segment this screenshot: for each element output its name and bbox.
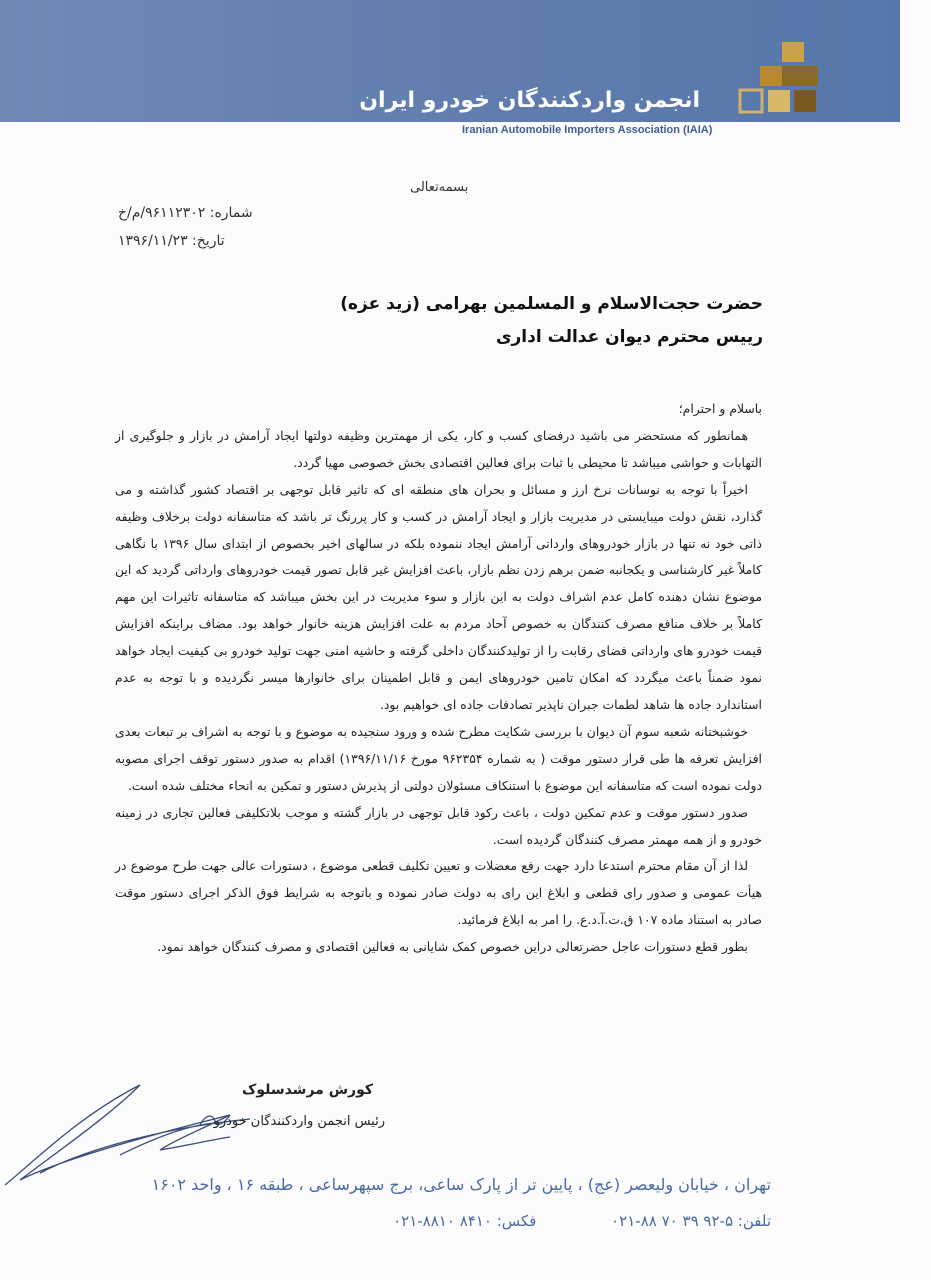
- iaia-logo-icon: [738, 40, 822, 116]
- body-paragraph: بطور قطع دستورات عاجل حضرتعالی دراین خصوص کمک شایانی به فعالین اقتصادی و مصرف کنندگان خواهد نمود.: [157, 939, 748, 955]
- footer-phone: تلفن: ۵-۹۲ ۳۹ ۷۰ ۸۸-۰۲۱: [611, 1212, 771, 1230]
- org-name-english: Iranian Automobile Importers Association (IAIA): [462, 124, 713, 136]
- basmala: بسمه‌تعالی: [410, 180, 469, 195]
- greeting: باسلام و احترام؛: [678, 401, 762, 416]
- footer-fax: فکس: ۸۴۱۰ ۸۸۱۰-۰۲۱: [393, 1212, 537, 1230]
- recipient-line-2: رییس محترم دیوان عدالت اداری: [495, 327, 763, 347]
- footer-address: تهران ، خیابان ولیعصر (عج) ، پایین تر از پارک ساعی، برج سپهرساعی ، طبقه ۱۶ ، واحد ۱۶۰۲: [151, 1175, 771, 1194]
- body-paragraph: اخیراً با توجه به نوسانات نرخ ارز و مسائل و بحران های منطقه ای که تاثیر قابل توجهی بر اقتصاد کشور گذاشته و می گذارد، نقش دولت میبایستی در مدیریت بازار و ایجاد آرامش در کسب و کار پررنگ تر باشد که متاسفانه دولت برخلاف وظیفه ذاتی خود نه تنها در بازار خودروهای وارداتی آرامش ایجاد ننموده بلکه در سالهای اخیر بخصوص از ابتدای سال ۱۳۹۶ با نگاهی کاملاً غیر کارشناسی و یکجانبه ضمن برهم زدن نظم بازار، باعث افزایش غیر قابل تصور قیمت خودروهای وارداتی گردید که این موضوع نشان دهنده کامل عدم اشراف دولت به این بازار و سوء مدیریت در این بخش میباشد که متاسفانه تاثیرات این مهم کاملاً بر خلاف منافع مصرف کنندگان به خصوص آحاد مردم به علت افزایش هزینه خانوار خواهد بود. مضاف براینکه افزایش قیمت خودرو های وارداتی فضای رقابت را از تولیدکنندگان داخلی گرفته و حاشیه امنی جهت تولید خودرو بی کیفیت ایجاد خواهد نمود ضمناً باعث میگردد که امکان تامین خودروهای ایمن و قابل اطمینان برای خانوارها میسر نگردیده و با توجه به عدم استاندارد جاده ها شاهد لطمات جبران ناپذیر تصادفات جاده ای خواهیم بود.: [115, 481, 762, 712]
- letter-date: تاریخ: ۱۳۹۶/۱۱/۲۳: [118, 233, 225, 249]
- signer-title: رئیس انجمن واردکنندگان خودرو: [213, 1114, 385, 1129]
- body-paragraph: صدور دستور موقت و عدم تمکین دولت ، باعث رکود قابل توجهی در بازار گشته و موجب بلاتکلیفی فعالین تجاری در زمینه خودرو و از همه مهمتر مصرف کنندگان گردیده است.: [115, 804, 762, 847]
- body-paragraph: لذا از آن مقام محترم استدعا دارد جهت رفع معضلات و تعیین تکلیف قطعی موضوع ، دستورات عالی جهت طرح موضوع در هیأت عمومی و صدور رای قطعی و ابلاغ این رای به دولت صادر نموده و باتوجه به شرایط فوق الذکر اجرای دستور موقت صادر به استناد ماده ۱۰۷ ق.ت.آ.د.ع. را امر به ابلاغ فرمائید.: [115, 858, 762, 928]
- recipient-line-1: حضرت حجت‌الاسلام و المسلمین بهرامی (زید عزه): [340, 294, 763, 314]
- footer-contact: [393, 1212, 771, 1230]
- signer-name: کورش مرشدسلوک: [242, 1082, 373, 1098]
- letter-body: [115, 396, 762, 961]
- letterhead-banner: [0, 0, 900, 122]
- org-name-persian: انجمن واردکنندگان خودرو ایران: [359, 88, 700, 113]
- letter-number: شماره: ۹۶۱۱۲۳۰۲/م/خ: [118, 205, 253, 221]
- body-paragraph: همانطور که مستحضر می باشید درفضای کسب و کار، یکی از مهمترین وظیفه دولتها ایجاد آرامش در بازار و جلوگیری از التهابات و حواشی میباشد تا محیطی با ثبات برای فعالین اقتصادی بخش خصوصی مهیا گردد.: [115, 427, 762, 470]
- body-paragraph: خوشبختانه شعبه سوم آن دیوان با بررسی شکایت مطرح شده و ورود سنجیده به موضوع و با توجه به اشراف بر تبعات بعدی افزایش تعرفه ها طی قرار دستور موقت ( به شماره ۹۶۲۳۵۴ مورخ ۱۳۹۶/۱۱/۱۶) اقدام به صدور دستور توقف اجرای مصوبه دولت نموده است که متاسفانه این موضوع با استنکاف مسئولان دولتی از پذیرش دستور و تمکین به انحاء مختلف شده است.: [115, 723, 762, 793]
